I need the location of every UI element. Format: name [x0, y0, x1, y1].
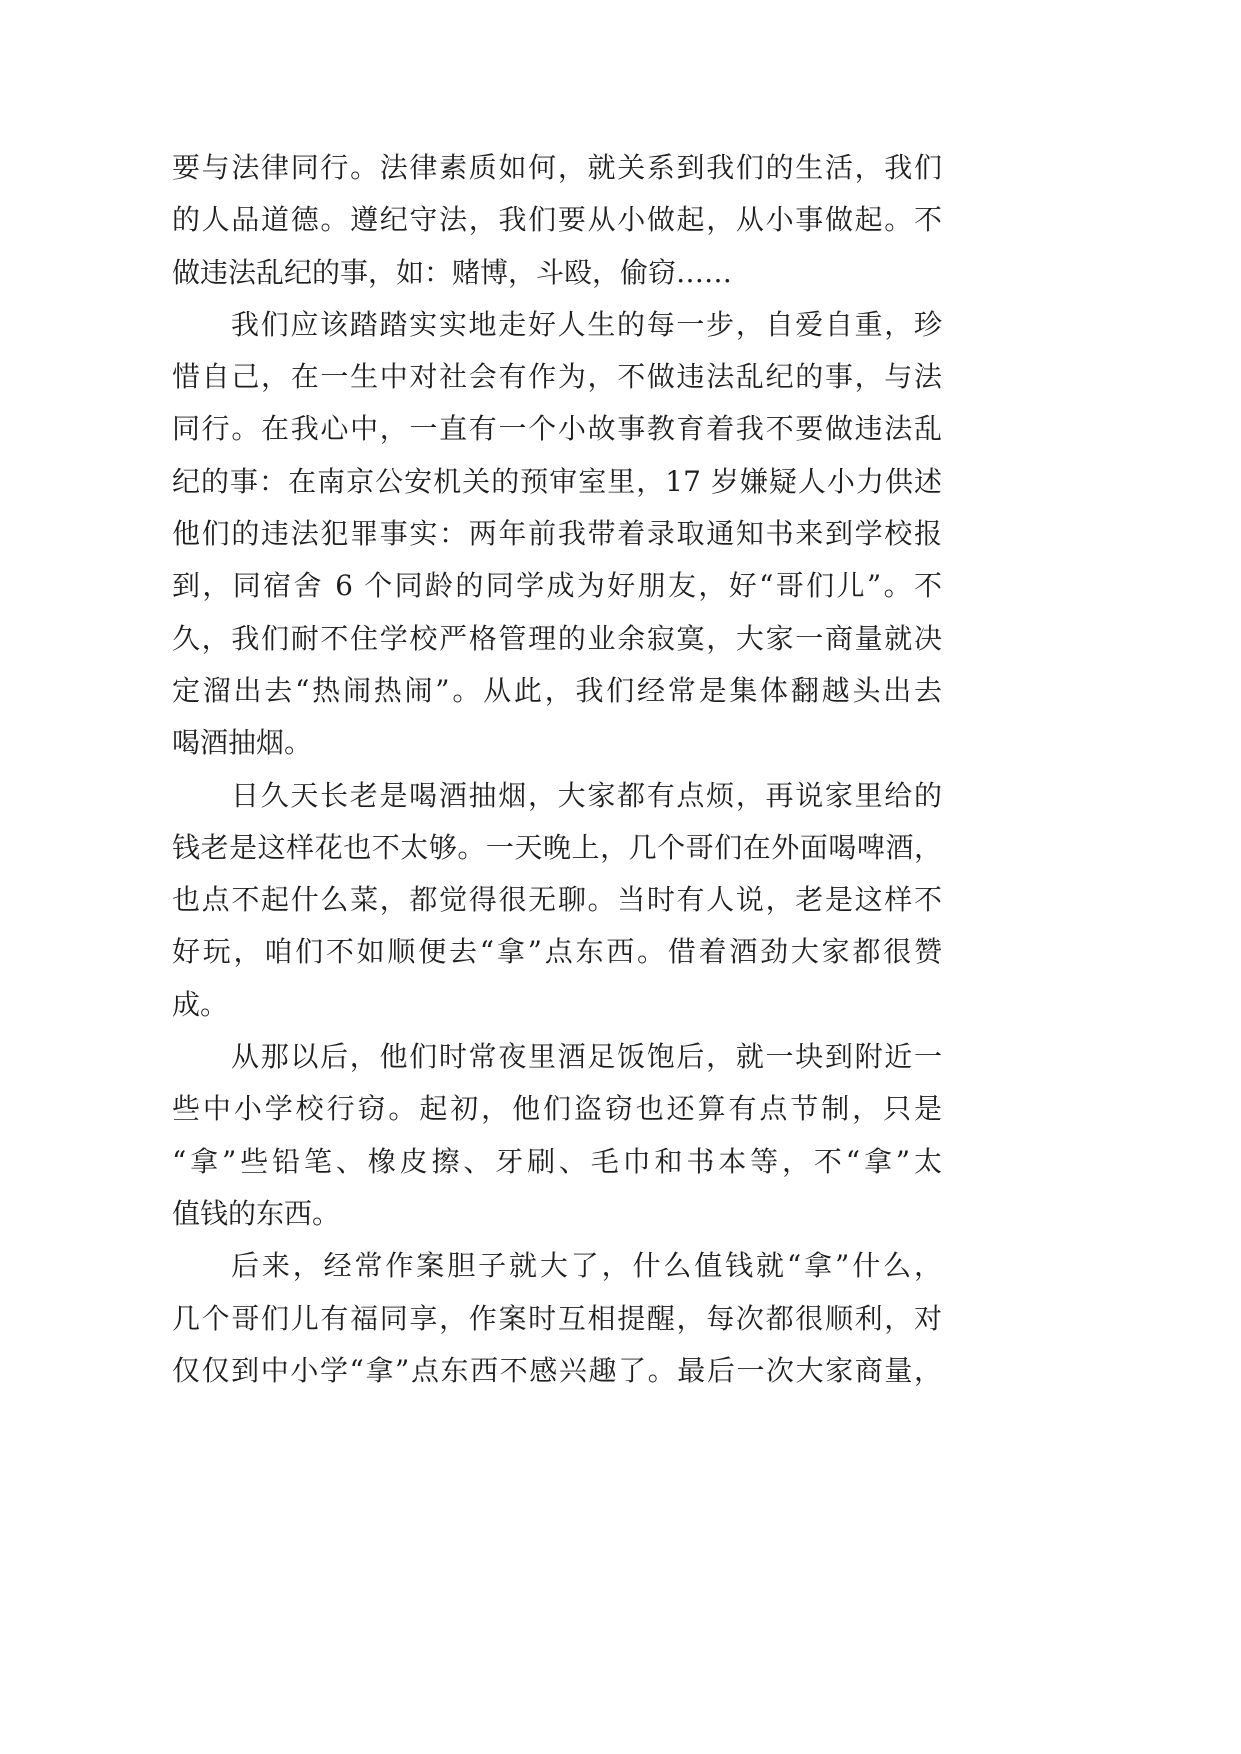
text-line: 喝酒抽烟。	[172, 726, 313, 760]
text-line: 惜自己，在一生中对社会有作为，不做违法乱纪的事，与法	[172, 360, 942, 394]
text-line: 纪的事：在南京公安机关的预审室里，17 岁嫌疑人小力供述	[172, 464, 942, 498]
text-line: 仅仅到中小学“拿”点东西不感兴趣了。最后一次大家商量，	[172, 1353, 942, 1387]
text-line: 也点不起什么菜，都觉得很无聊。当时有人说，老是这样不	[172, 883, 942, 917]
text-line: 从那以后，他们时常夜里酒足饭饱后，就一块到附近一	[231, 1040, 942, 1074]
text-line: 的人品道德。遵纪守法，我们要从小做起，从小事做起。不	[172, 203, 942, 237]
paragraph	[172, 1031, 942, 1240]
text-line: “拿”些铅笔、橡皮擦、牙刷、毛巾和书本等，不“拿”太	[172, 1144, 942, 1178]
paragraph	[172, 142, 942, 299]
text-line: 久，我们耐不住学校严格管理的业余寂寞，大家一商量就决	[172, 621, 942, 655]
text-line: 些中小学校行窃。起初，他们盗窃也还算有点节制，只是	[172, 1092, 942, 1126]
text-line: 同行。在我心中，一直有一个小故事教育着我不要做违法乱	[172, 412, 942, 446]
text-line: 值钱的东西。	[172, 1196, 341, 1230]
text-line: 成。	[172, 987, 229, 1021]
text-line: 到，同宿舍 6 个同龄的同学成为好朋友，好“哥们儿”。不	[172, 569, 942, 603]
text-line: 钱老是这样花也不太够。一天晚上，几个哥们在外面喝啤酒，	[172, 830, 942, 864]
paragraph	[172, 299, 942, 770]
text-line: 后来，经常作案胆子就大了，什么值钱就“拿”什么，	[231, 1249, 942, 1283]
text-line: 做违法乱纪的事，如：赌博，斗殴，偷窃……	[172, 255, 733, 289]
paragraph	[172, 770, 942, 1031]
paragraph	[172, 1240, 942, 1397]
text-line: 定溜出去“热闹热闹”。从此，我们经常是集体翻越头出去	[172, 673, 942, 707]
text-line: 我们应该踏踏实实地走好人生的每一步，自爱自重，珍	[231, 307, 942, 341]
text-line: 要与法律同行。法律素质如何，就关系到我们的生活，我们	[172, 151, 942, 184]
document-page	[172, 142, 942, 1397]
text-line: 几个哥们儿有福同享，作案时互相提醒，每次都很顺利，对	[172, 1301, 942, 1335]
text-line: 好玩，咱们不如顺便去“拿”点东西。借着酒劲大家都很赞	[172, 935, 942, 969]
text-line: 他们的违法犯罪事实：两年前我带着录取通知书来到学校报	[172, 517, 942, 551]
text-line: 日久天长老是喝酒抽烟，大家都有点烦，再说家里给的	[231, 778, 942, 812]
